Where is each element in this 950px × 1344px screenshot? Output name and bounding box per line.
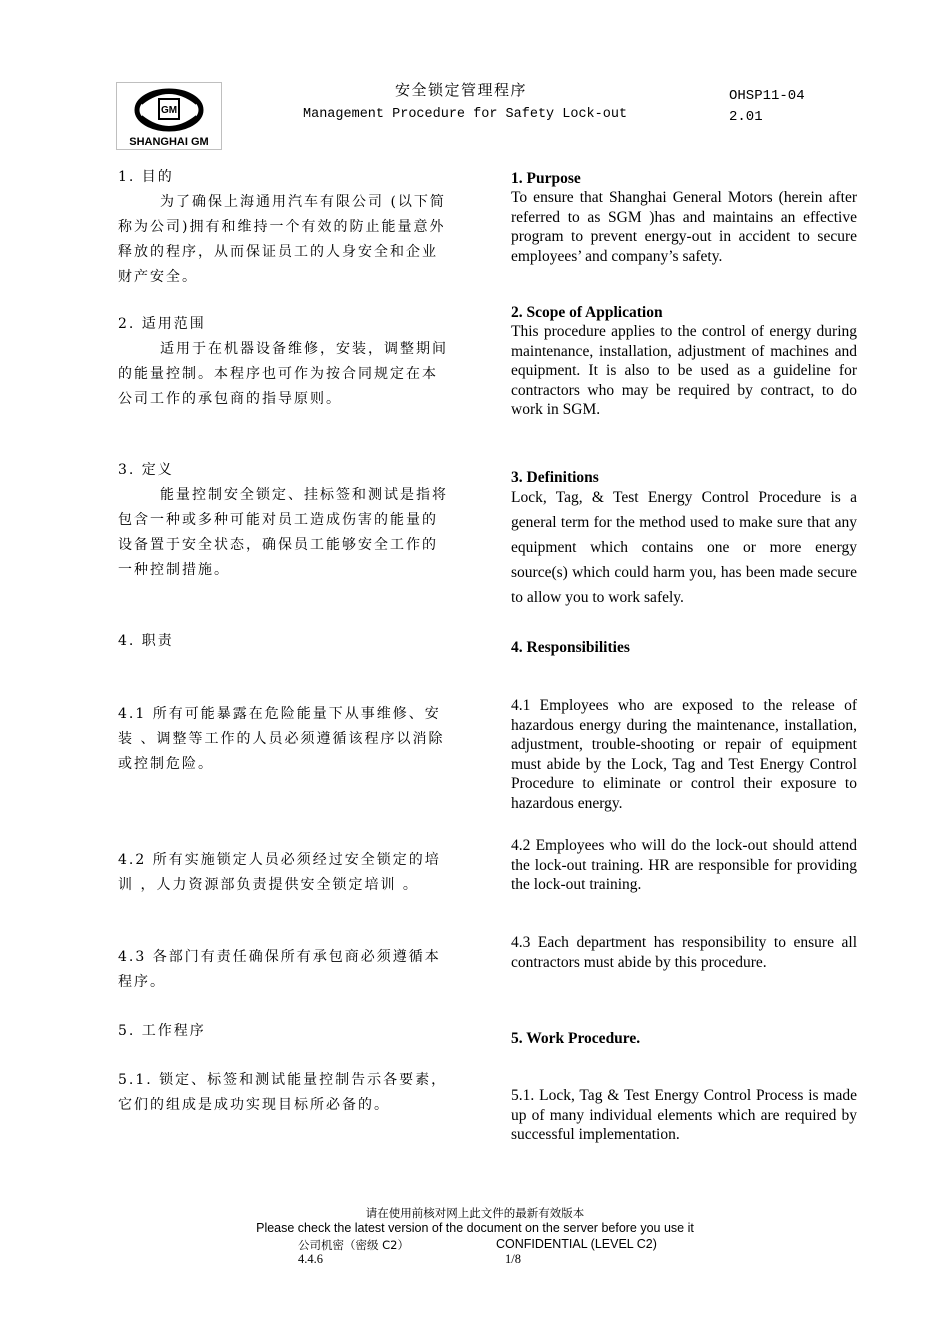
footer-notice-cn: 请在使用前核对网上此文件的最新有效版本 xyxy=(365,1206,585,1220)
en-s3-body: Lock, Tag, & Test Energy Control Procedure is a general term for the method used to make sure that any equipment which contains one or more energy source(s) which could harm you, has been made secure to allow you to work safely. xyxy=(511,489,857,606)
en-s1-heading: 1. Purpose xyxy=(511,170,581,187)
title-en: Management Procedure for Safety Lock-out xyxy=(303,107,628,122)
doc-version: 2.01 xyxy=(729,109,763,125)
cn-s42-body: 4.2 所有实施锁定人员必须经过安全锁定的培训 ，人力资源部负责提供安全锁定培训 。 xyxy=(118,852,441,893)
shanghai-gm-logo-icon xyxy=(117,83,221,149)
doc-code: OHSP11-04 xyxy=(729,88,805,104)
company-logo xyxy=(116,82,222,150)
en-s5-heading: 5. Work Procedure. xyxy=(511,1030,641,1047)
cn-s43-body: 4.3 各部门有责任确保所有承包商必须遵循本程序。 xyxy=(118,949,441,990)
en-s42-body: 4.2 Employees who will do the lock-out should attend the lock-out training. HR are responsible for providing the lock-out training. xyxy=(511,837,857,893)
page-number: 1/8 xyxy=(505,1252,521,1266)
en-s51-body: 5.1. Lock, Tag & Test Energy Control Process is made up of many individual elements which are required by successful implementation. xyxy=(511,1087,857,1143)
en-s3-heading: 3. Definitions xyxy=(511,469,599,486)
logo-text: SHANGHAI GM xyxy=(129,136,209,148)
cn-s4-heading: 4. 职责 xyxy=(118,633,174,649)
logo-badge: GM xyxy=(160,105,178,116)
footer-confidential-cn: 公司机密（密级 C2） xyxy=(298,1238,410,1252)
en-s41-body: 4.1 Employees who are exposed to the release of hazardous energy during the maintenance, installation, adjustment, trouble-shooting or repair of equipment must abide by the Lock, Tag and Test Energy Control Procedure to eliminate or control their exposure to hazardous energy. xyxy=(511,697,857,812)
footer-ref: 4.4.6 xyxy=(298,1252,323,1266)
cn-s5-heading: 5. 工作程序 xyxy=(118,1023,206,1039)
en-s4-heading: 4. Responsibilities xyxy=(511,639,630,656)
footer-notice-en: Please check the latest version of the document on the server before you use it xyxy=(256,1221,694,1235)
en-s43-body: 4.3 Each department has responsibility to ensure all contractors must abide by this procedure. xyxy=(511,934,857,971)
en-s2-body: This procedure applies to the control of energy during maintenance, installation, adjustment of machines and equipment. It is also to be used as a guideline for contractors who may be required by contract, to do work in SGM. xyxy=(511,323,857,418)
en-s2-heading: 2. Scope of Application xyxy=(511,304,663,321)
title-cn: 安全锁定管理程序 xyxy=(395,81,528,99)
cn-s3-body: 能量控制安全锁定、挂标签和测试是指将包含一种或多种可能对员工造成伤害的能量的设备置于安全状态，确保员工能够安全工作的一种控制措施。 xyxy=(118,487,448,578)
cn-s3-heading: 3. 定义 xyxy=(118,462,174,478)
cn-s51-body: 5.1. 锁定、标签和测试能量控制告示各要素，它们的组成是成功实现目标所必备的。 xyxy=(118,1072,448,1113)
footer-confidential-en: CONFIDENTIAL (LEVEL C2) xyxy=(496,1237,657,1251)
cn-s1-body: 为了确保上海通用汽车有限公司 (以下简称为公司)拥有和维持一个有效的防止能量意外释放的程序，从而保证员工的人身安全和企业财产安全。 xyxy=(118,194,446,285)
cn-s2-body: 适用于在机器设备维修，安装，调整期间的能量控制。本程序也可作为按合同规定在本公司工作的承包商的指导原则。 xyxy=(118,341,448,407)
cn-s2-heading: 2. 适用范围 xyxy=(118,316,206,332)
cn-s1-heading: 1. 目的 xyxy=(118,169,174,185)
cn-s41-body: 4.1 所有可能暴露在危险能量下从事维修、安装 、调整等工作的人员必须遵循该程序以消除或控制危险。 xyxy=(118,706,445,772)
en-s1-body: To ensure that Shanghai General Motors (herein after referred to as SGM )has and maintains an effective program to prevent energy-out in accident to secure employees’ and company’s safety. xyxy=(511,189,857,265)
